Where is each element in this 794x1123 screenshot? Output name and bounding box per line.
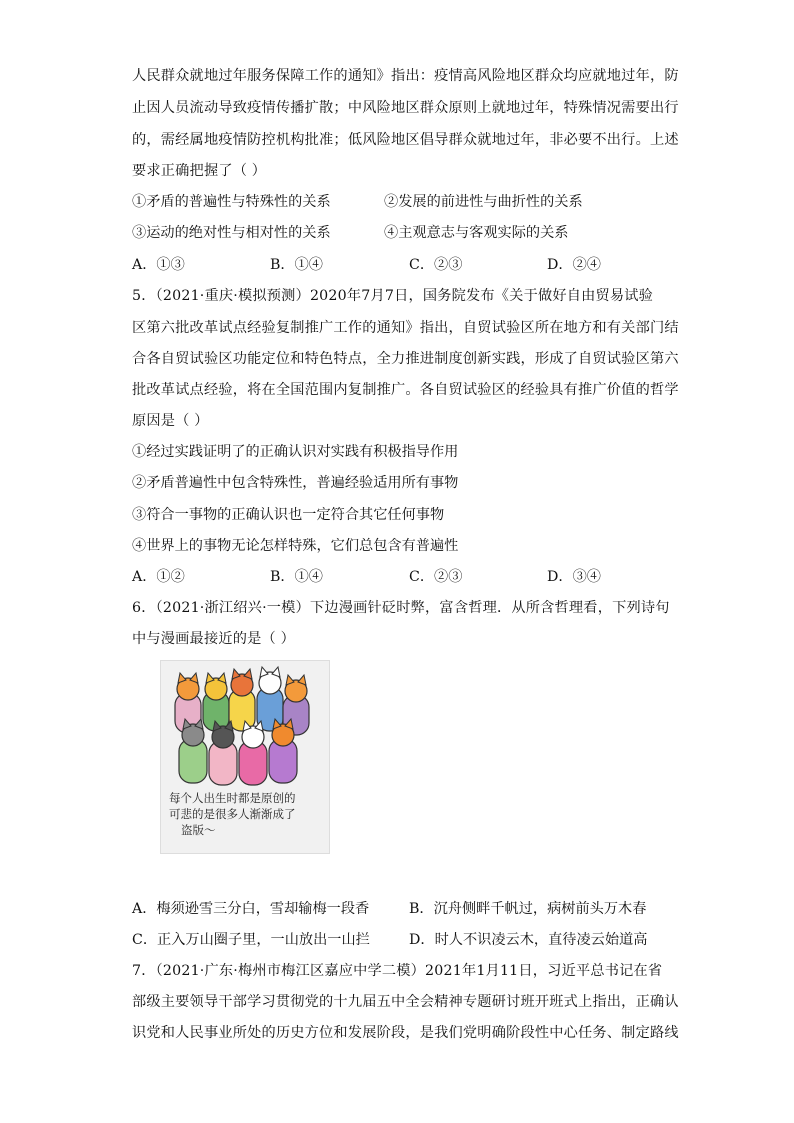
cat-swaddle-8 (239, 721, 267, 785)
q6-choice-a: A．梅须逊雪三分白，雪却输梅一段香 (132, 901, 370, 917)
q4-item-2: ②发展的前进性与曲折性的关系 (384, 194, 583, 210)
q4-item-3: ③运动的绝对性与相对性的关系 (132, 225, 331, 241)
q5-item-2: ②矛盾普遍性中包含特殊性，普遍经验适用所有事物 (132, 475, 459, 491)
q5-stem-line-2: 区第六批改革试点经验复制推广工作的通知》指出，自贸试验区所在地方和有关部门结 (132, 320, 679, 336)
cartoon-caption-line-3: 盗版～ (181, 823, 216, 837)
q6-choice-c: C．正入万山圈子里，一山放出一山拦 (132, 932, 370, 948)
cartoon-caption-line-2: 可悲的是很多人渐渐成了 (169, 807, 296, 821)
q7-stem-line-3: 识党和人民事业所处的历史方位和发展阶段，是我们党明确阶段性中心任务、制定路线 (132, 1025, 679, 1041)
q5-choice-b: B．①④ (270, 569, 323, 585)
q7-stem-line-2: 部级主要领导干部学习贯彻党的十九届五中全会精神专题研讨班开班式上指出，正确认 (132, 994, 679, 1010)
q6-choice-b: B．沉舟侧畔千帆过，病树前头万木春 (409, 901, 647, 917)
q5-stem-line-1: 5．（2021·重庆·模拟预测）2020年7月7日，国务院发布《关于做好自由贸易试验 (132, 288, 654, 304)
q4-stem-line-1: 人民群众就地过年服务保障工作的通知》指出：疫情高风险地区群众均应就地过年，防 (132, 68, 679, 84)
cartoon-cats-drawing (161, 661, 329, 789)
q4-choice-d: D．②④ (547, 257, 601, 273)
cat-swaddle-6 (179, 719, 207, 783)
q4-stem-line-2: 止因人员流动导致疫情传播扩散；中风险地区群众原则上就地过年，特殊情况需要出行 (132, 100, 679, 116)
q6-choice-d: D．时人不识凌云木，直待凌云始道高 (409, 932, 648, 948)
cat-swaddle-3 (229, 669, 255, 731)
cartoon-image (160, 660, 330, 854)
q4-item-1: ①矛盾的普遍性与特殊性的关系 (132, 194, 331, 210)
q5-item-4: ④世界上的事物无论怎样特殊，它们总包含有普遍性 (132, 538, 459, 554)
q5-item-3: ③符合一事物的正确认识也一定符合其它任何事物 (132, 507, 445, 523)
cartoon-caption-line-1: 每个人出生时都是原创的 (169, 791, 296, 805)
q5-choice-a: A．①② (132, 569, 185, 585)
cat-swaddle-9 (269, 719, 297, 783)
q4-choice-a: A．①③ (132, 257, 185, 273)
q5-stem-line-3: 合各自贸试验区功能定位和特色特点，全力推进制度创新实践，形成了自贸试验区第六 (132, 351, 679, 367)
q4-choice-c: C．②③ (409, 257, 463, 273)
q4-stem-line-4: 要求正确把握了（ ） (132, 163, 267, 179)
q4-stem-line-3: 的，需经属地疫情防控机构批准；低风险地区倡导群众就地过年，非必要不出行。上述 (132, 132, 679, 148)
q5-choice-d: D．③④ (547, 569, 601, 585)
q5-stem-line-5: 原因是（ ） (132, 413, 209, 429)
q5-choice-c: C．②③ (409, 569, 463, 585)
q5-item-1: ①经过实践证明了的正确认识对实践有积极指导作用 (132, 444, 459, 460)
q4-item-4: ④主观意志与客观实际的关系 (384, 225, 569, 241)
q7-stem-line-1: 7．（2021·广东·梅州市梅江区嘉应中学二模）2021年1月11日，习近平总书记在省 (132, 963, 663, 979)
q6-stem-line-1: 6．（2021·浙江绍兴·一模）下边漫画针砭时弊，富含哲理．从所含哲理看，下列诗句 (132, 600, 670, 616)
cat-swaddle-7 (209, 721, 237, 785)
q5-stem-line-4: 批改革试点经验，将在全国范围内复制推广。各自贸试验区的经验具有推广价值的哲学 (132, 382, 679, 398)
q4-choice-b: B．①④ (270, 257, 323, 273)
q6-stem-line-2: 中与漫画最接近的是（ ） (132, 631, 295, 647)
